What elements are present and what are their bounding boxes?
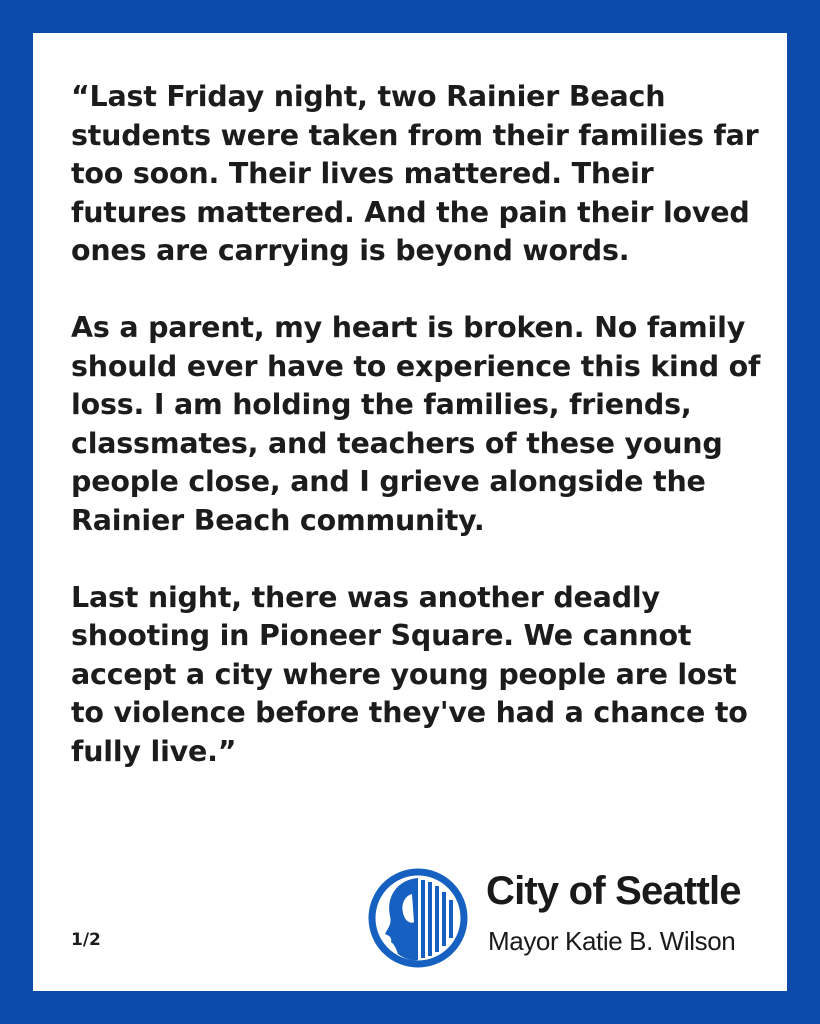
- quote-paragraph-2: As a parent, my heart is broken. No family should ever have to experience this kind of loss. I am holding the families, friends, classmates, and teachers of these young people close, and I grieve alongside the Rainier Beach community.: [71, 311, 761, 537]
- brand-title: City of Seattle: [486, 869, 741, 913]
- city-of-seattle-seal-icon: [368, 868, 468, 968]
- page-indicator: 1/2: [71, 930, 101, 950]
- brand-subtitle: Mayor Katie B. Wilson: [488, 926, 736, 956]
- statement-card: [33, 33, 787, 991]
- quote-paragraph-3: Last night, there was another deadly shooting in Pioneer Square. We cannot accept a city where young people are lost to violence before they've had a chance to fully live.”: [71, 580, 748, 768]
- quote-paragraph-1: “Last Friday night, two Rainier Beach students were taken from their families far too soon. Their lives mattered. Their futures mattered. And the pain their loved ones are carrying is beyond words.: [71, 80, 759, 267]
- statement-quote: [71, 78, 761, 771]
